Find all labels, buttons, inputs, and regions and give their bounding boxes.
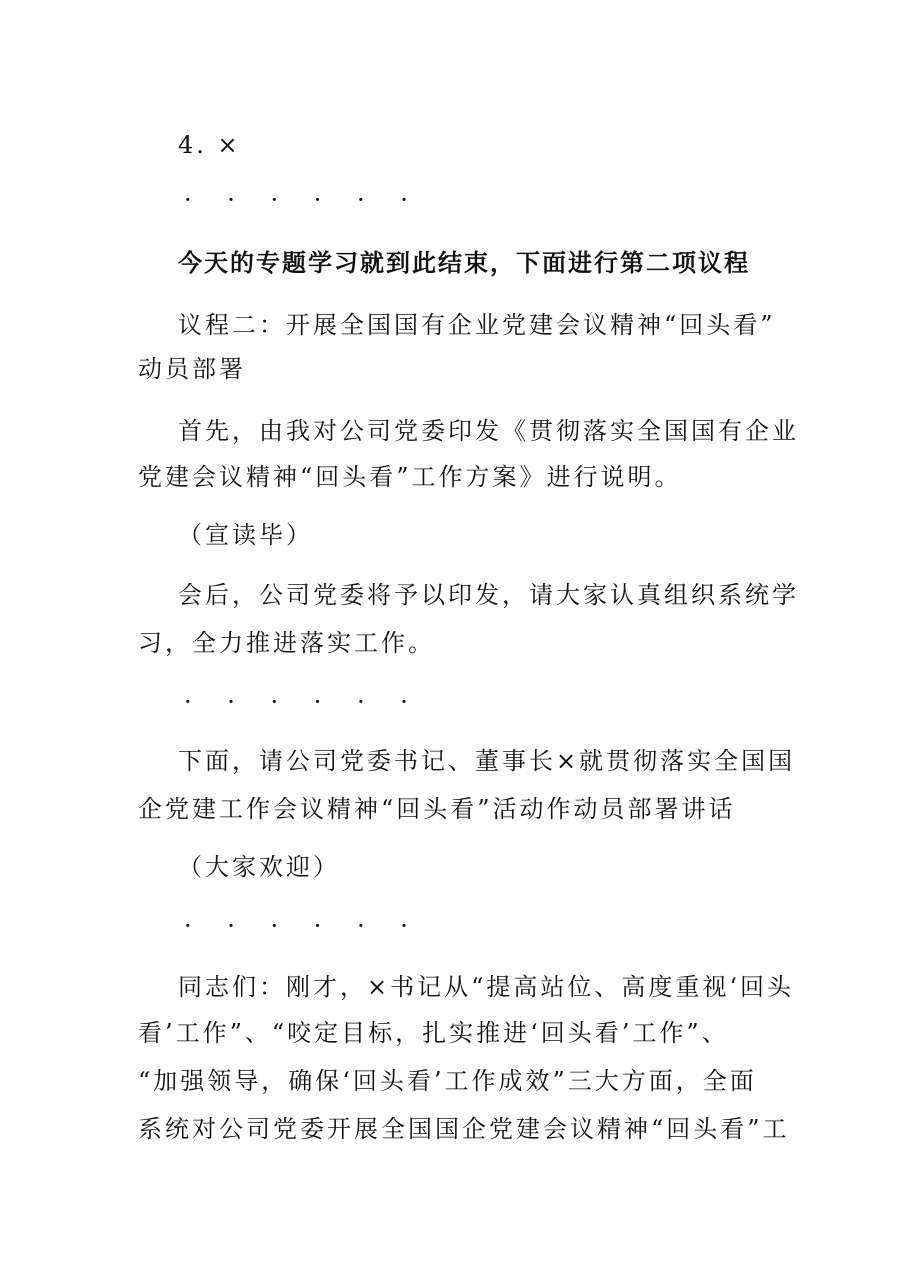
paragraph-3-line-2: 企党建工作会议精神“回头看”活动作动员部署讲话 bbox=[138, 795, 736, 823]
paragraph-2-line-1: 会后，公司党委将予以印发，请大家认真组织系统学 bbox=[178, 581, 799, 609]
ellipsis-separator: · · · · · · bbox=[184, 912, 422, 940]
agenda-line-2: 动员部署 bbox=[138, 355, 246, 383]
section-heading: 今天的专题学习就到此结束，下面进行第二项议程 bbox=[178, 248, 750, 277]
paragraph-1-line-2: 党建会议精神“回头看”工作方案》进行说明。 bbox=[138, 463, 682, 491]
paragraph-3-line-1: 下面，请公司党委书记、董事长×就贯彻落实全国国 bbox=[178, 747, 796, 775]
welcome-note: （大家欢迎） bbox=[178, 853, 340, 881]
paragraph-4-line-2: 看’工作”、“咬定目标，扎实推进‘回头看’工作”、 bbox=[138, 1019, 729, 1047]
paragraph-1-line-1: 首先，由我对公司党委印发《贯彻落实全国国有企业 bbox=[178, 417, 799, 445]
agenda-line-1: 议程二：开展全国国有企业党建会议精神“回头看” bbox=[178, 311, 776, 339]
list-item-4: 4. × bbox=[178, 131, 241, 159]
paragraph-4-line-3: “加强领导，确保‘回头看’工作成效”三大方面，全面 bbox=[138, 1067, 757, 1095]
ellipsis-separator: · · · · · · bbox=[184, 186, 422, 214]
paragraph-2-line-2: 习，全力推进落实工作。 bbox=[138, 629, 435, 657]
paragraph-4-line-4: 系统对公司党委开展全国国企党建会议精神“回头看”工 bbox=[138, 1115, 790, 1143]
paragraph-4-line-1: 同志们：刚才，×书记从“提高站位、高度重视‘回头 bbox=[178, 973, 795, 1001]
ellipsis-separator: · · · · · · bbox=[184, 688, 422, 716]
reading-done-note: （宣读毕） bbox=[178, 521, 313, 549]
